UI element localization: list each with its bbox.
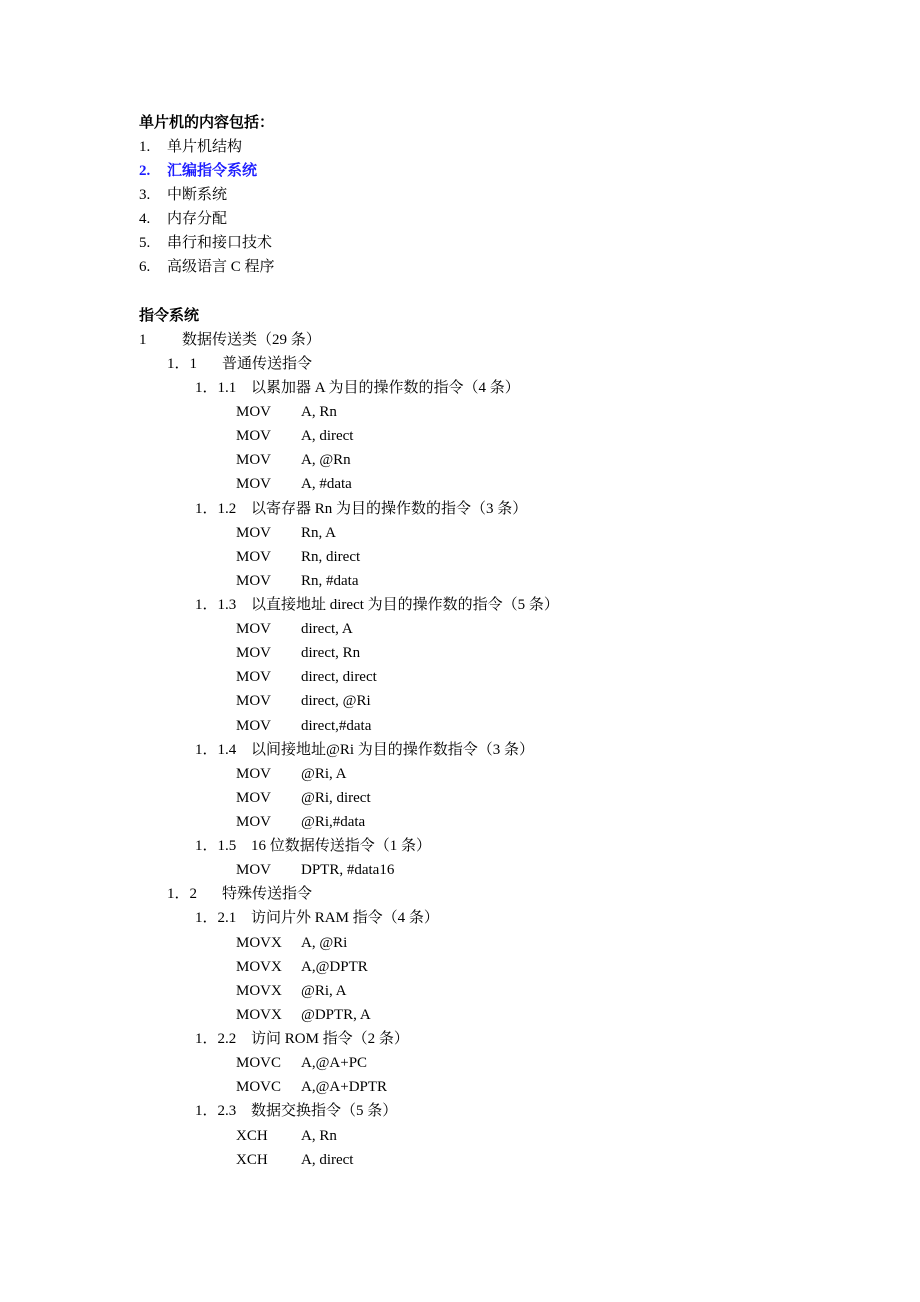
instruction-line <box>236 545 360 569</box>
mnemonic: MOVX <box>236 1007 282 1023</box>
mnemonic: MOV <box>236 693 272 709</box>
mnemonic: MOV <box>236 476 272 492</box>
section-number: 1．1.3 <box>195 597 237 613</box>
section-1-2-1 <box>195 906 439 930</box>
intro-item-2[interactable] <box>139 159 257 183</box>
section-number: 1．1 <box>167 356 198 372</box>
section-1-2 <box>167 882 312 906</box>
instruction-line <box>236 955 368 979</box>
operands: direct, direct <box>301 669 377 685</box>
instruction-line <box>236 931 347 955</box>
instruction-line <box>236 786 371 810</box>
mnemonic: MOV <box>236 862 272 878</box>
section-number: 1．2.3 <box>195 1103 237 1119</box>
operands: Rn, direct <box>301 549 361 565</box>
operands: @Ri, A <box>301 983 347 999</box>
operands: A,@A+PC <box>301 1055 368 1071</box>
mnemonic: MOVC <box>236 1079 282 1095</box>
mnemonic: MOV <box>236 573 272 589</box>
isa-heading: 指令系统 <box>139 308 200 324</box>
section-title: 普通传送指令 <box>222 356 313 372</box>
section-title: 以寄存器 Rn 为目的操作数的指令（3 条） <box>251 501 528 517</box>
mnemonic: MOVX <box>236 959 282 975</box>
instruction-line <box>236 979 347 1003</box>
mnemonic: MOV <box>236 669 272 685</box>
operands: Rn, #data <box>301 573 359 589</box>
instruction-line <box>236 810 365 834</box>
intro-item-5 <box>139 231 272 255</box>
intro-item-text: 串行和接口技术 <box>167 235 273 251</box>
mnemonic: XCH <box>236 1128 268 1144</box>
mnemonic: XCH <box>236 1152 268 1168</box>
section-1 <box>139 328 321 352</box>
instruction-line <box>236 641 360 665</box>
instruction-line <box>236 448 351 472</box>
intro-item-number: 3. <box>139 187 151 203</box>
operands: Rn, A <box>301 525 337 541</box>
section-number: 1．2.2 <box>195 1031 237 1047</box>
section-number: 1．1.5 <box>195 838 237 854</box>
operands: A, @Rn <box>301 452 351 468</box>
mnemonic: MOV <box>236 621 272 637</box>
instruction-line <box>236 1148 353 1172</box>
section-title: 数据传送类（29 条） <box>182 332 321 348</box>
intro-item-text: 高级语言 C 程序 <box>167 259 275 275</box>
operands: A, Rn <box>301 1128 337 1144</box>
operands: @Ri, direct <box>301 790 371 806</box>
operands: direct, @Ri <box>301 693 371 709</box>
intro-heading: 单片机的内容包括： <box>139 115 275 131</box>
operands: A,@DPTR <box>301 959 368 975</box>
section-1-1 <box>167 352 312 376</box>
intro-item-number: 6. <box>139 259 151 275</box>
mnemonic: MOV <box>236 452 272 468</box>
instruction-line <box>236 714 371 738</box>
section-1-2-2 <box>195 1027 409 1051</box>
intro-item-1 <box>139 135 242 159</box>
operands: @DPTR, A <box>301 1007 371 1023</box>
instruction-line <box>236 689 371 713</box>
intro-item-number: 1. <box>139 139 151 155</box>
section-number: 1．2 <box>167 886 198 902</box>
section-title: 以直接地址 direct 为目的操作数的指令（5 条） <box>251 597 559 613</box>
section-title: 16 位数据传送指令（1 条） <box>251 838 432 854</box>
mnemonic: MOV <box>236 718 272 734</box>
mnemonic: MOVX <box>236 983 282 999</box>
operands: direct, Rn <box>301 645 361 661</box>
operands: A, @Ri <box>301 935 348 951</box>
intro-item-6 <box>139 255 275 279</box>
operands: A, #data <box>301 476 352 492</box>
intro-item-number: 4. <box>139 211 151 227</box>
intro-item-text: 中断系统 <box>167 187 228 203</box>
instruction-line <box>236 762 347 786</box>
section-number: 1．1.1 <box>195 380 237 396</box>
instruction-line <box>236 569 359 593</box>
section-title: 以累加器 A 为目的操作数的指令（4 条） <box>251 380 520 396</box>
instruction-line <box>236 1075 387 1099</box>
operands: DPTR, #data16 <box>301 862 395 878</box>
operands: direct, A <box>301 621 353 637</box>
instruction-line <box>236 665 377 689</box>
intro-item-text: 单片机结构 <box>167 139 243 155</box>
mnemonic: MOV <box>236 549 272 565</box>
mnemonic: MOV <box>236 525 272 541</box>
intro-item-number: 5. <box>139 235 151 251</box>
section-number: 1．1.4 <box>195 742 237 758</box>
intro-item-text: 内存分配 <box>167 211 228 227</box>
section-1-1-1 <box>195 376 520 400</box>
section-title: 以间接地址@Ri 为目的操作数指令（3 条） <box>251 742 534 758</box>
mnemonic: MOVC <box>236 1055 282 1071</box>
intro-item-3 <box>139 183 227 207</box>
mnemonic: MOV <box>236 790 272 806</box>
section-number: 1．2.1 <box>195 910 237 926</box>
operands: @Ri,#data <box>301 814 366 830</box>
operands: @Ri, A <box>301 766 347 782</box>
operands: A,@A+DPTR <box>301 1079 388 1095</box>
section-title: 访问 ROM 指令（2 条） <box>251 1031 409 1047</box>
mnemonic: MOV <box>236 814 272 830</box>
section-number: 1 <box>139 332 147 348</box>
mnemonic: MOV <box>236 645 272 661</box>
mnemonic: MOV <box>236 766 272 782</box>
section-1-1-2 <box>195 497 527 521</box>
section-1-1-3 <box>195 593 559 617</box>
instruction-line <box>236 1003 371 1027</box>
section-title: 访问片外 RAM 指令（4 条） <box>251 910 439 926</box>
operands: direct,#data <box>301 718 372 734</box>
operands: A, direct <box>301 428 354 444</box>
instruction-line <box>236 472 352 496</box>
operands: A, Rn <box>301 404 337 420</box>
mnemonic: MOV <box>236 428 272 444</box>
section-number: 1．1.2 <box>195 501 237 517</box>
instruction-line <box>236 1124 337 1148</box>
section-1-2-3 <box>195 1099 397 1123</box>
operands: A, direct <box>301 1152 354 1168</box>
instruction-line <box>236 521 336 545</box>
section-title: 数据交换指令（5 条） <box>251 1103 398 1119</box>
instruction-line <box>236 617 353 641</box>
instruction-line <box>236 400 337 424</box>
mnemonic: MOVX <box>236 935 282 951</box>
section-1-1-5 <box>195 834 431 858</box>
instruction-line <box>236 858 394 882</box>
instruction-line <box>236 424 353 448</box>
mnemonic: MOV <box>236 404 272 420</box>
section-1-1-4 <box>195 738 534 762</box>
intro-item-text[interactable]: 汇编指令系统 <box>167 163 258 179</box>
intro-item-number: 2. <box>139 163 151 179</box>
intro-item-4 <box>139 207 227 231</box>
instruction-line <box>236 1051 367 1075</box>
section-title: 特殊传送指令 <box>222 886 313 902</box>
